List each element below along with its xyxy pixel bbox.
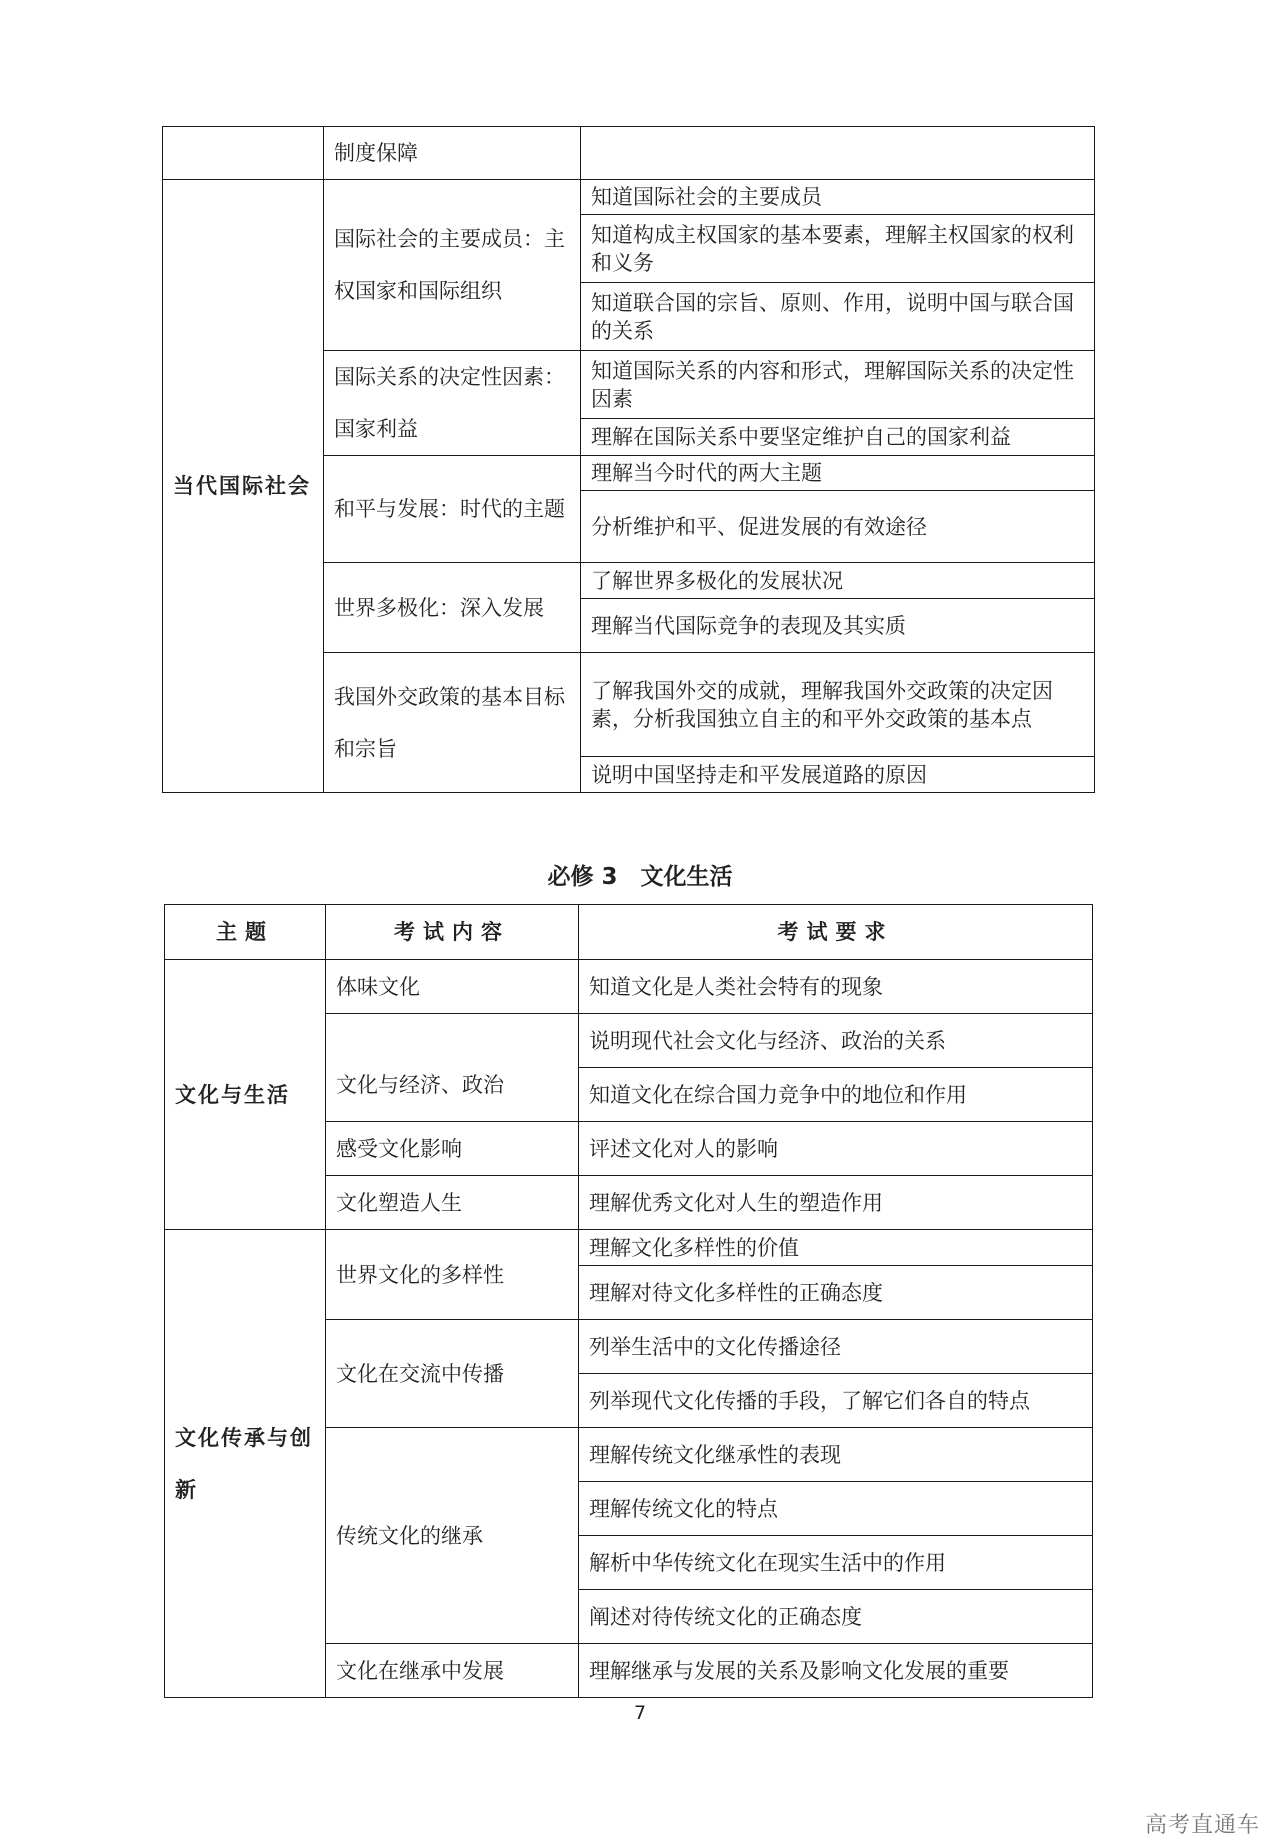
content-cell: 文化在交流中传播 <box>326 1320 579 1428</box>
requirement-cell: 理解对待文化多样性的正确态度 <box>579 1266 1093 1320</box>
requirement-cell: 知道国际社会的主要成员 <box>581 180 1095 215</box>
requirement-cell: 说明现代社会文化与经济、政治的关系 <box>579 1014 1093 1068</box>
content-cell: 文化塑造人生 <box>326 1176 579 1230</box>
requirement-cell: 理解当今时代的两大主题 <box>581 456 1095 491</box>
watermark: 高考直通车 <box>1144 1813 1260 1838</box>
requirement-cell: 理解传统文化继承性的表现 <box>579 1428 1093 1482</box>
content-cell: 感受文化影响 <box>326 1122 579 1176</box>
requirement-cell: 理解继承与发展的关系及影响文化发展的重要 <box>579 1644 1093 1698</box>
topic-cell <box>163 127 324 180</box>
header-requirement: 考试要求 <box>579 905 1093 960</box>
content-cell: 世界多极化：深入发展 <box>324 563 581 653</box>
table-row <box>163 127 1095 180</box>
header-content: 考试内容 <box>326 905 579 960</box>
requirement-cell: 知道文化在综合国力竞争中的地位和作用 <box>579 1068 1093 1122</box>
requirement-cell: 阐述对待传统文化的正确态度 <box>579 1590 1093 1644</box>
requirement-cell: 解析中华传统文化在现实生活中的作用 <box>579 1536 1093 1590</box>
content-cell: 世界文化的多样性 <box>326 1230 579 1320</box>
culture-life-table <box>164 904 1093 1698</box>
table-row <box>165 1230 1093 1266</box>
table-row <box>163 180 1095 215</box>
requirement-cell: 理解传统文化的特点 <box>579 1482 1093 1536</box>
content-cell: 传统文化的继承 <box>326 1428 579 1644</box>
requirement-cell: 理解文化多样性的价值 <box>579 1230 1093 1266</box>
content-cell: 和平与发展：时代的主题 <box>324 456 581 563</box>
requirement-cell: 理解当代国际竞争的表现及其实质 <box>581 599 1095 653</box>
requirement-cell: 评述文化对人的影响 <box>579 1122 1093 1176</box>
requirement-cell <box>581 127 1095 180</box>
header-row <box>165 905 1093 960</box>
requirement-cell: 分析维护和平、促进发展的有效途径 <box>581 491 1095 563</box>
requirement-cell: 列举现代文化传播的手段，了解它们各自的特点 <box>579 1374 1093 1428</box>
content-cell: 国际社会的主要成员：主权国家和国际组织 <box>324 180 581 351</box>
content-cell: 我国外交政策的基本目标和宗旨 <box>324 653 581 793</box>
content-cell: 体味文化 <box>326 960 579 1014</box>
topic-cell: 当代国际社会 <box>163 180 324 793</box>
topic-cell: 文化与生活 <box>165 960 326 1230</box>
requirement-cell: 理解在国际关系中要坚定维护自己的国家利益 <box>581 419 1095 456</box>
requirement-cell: 理解优秀文化对人生的塑造作用 <box>579 1176 1093 1230</box>
content-cell: 制度保障 <box>324 127 581 180</box>
international-society-table <box>162 126 1095 793</box>
topic-cell: 文化传承与创新 <box>165 1230 326 1698</box>
requirement-cell: 知道构成主权国家的基本要素，理解主权国家的权利和义务 <box>581 215 1095 283</box>
requirement-cell: 列举生活中的文化传播途径 <box>579 1320 1093 1374</box>
requirement-cell: 知道联合国的宗旨、原则、作用，说明中国与联合国的关系 <box>581 283 1095 351</box>
content-cell: 国际关系的决定性因素：国家利益 <box>324 351 581 456</box>
header-topic: 主题 <box>165 905 326 960</box>
page-number: 7 <box>633 1702 647 1724</box>
requirement-cell: 知道文化是人类社会特有的现象 <box>579 960 1093 1014</box>
requirement-cell: 了解世界多极化的发展状况 <box>581 563 1095 599</box>
content-cell: 文化与经济、政治 <box>326 1014 579 1122</box>
table-row <box>165 960 1093 1014</box>
requirement-cell: 知道国际关系的内容和形式，理解国际关系的决定性因素 <box>581 351 1095 419</box>
content-cell: 文化在继承中发展 <box>326 1644 579 1698</box>
requirement-cell: 了解我国外交的成就，理解我国外交政策的决定因素，分析我国独立自主的和平外交政策的基本点 <box>581 653 1095 757</box>
requirement-cell: 说明中国坚持走和平发展道路的原因 <box>581 757 1095 793</box>
section-title: 必修 3 文化生活 <box>547 864 733 890</box>
